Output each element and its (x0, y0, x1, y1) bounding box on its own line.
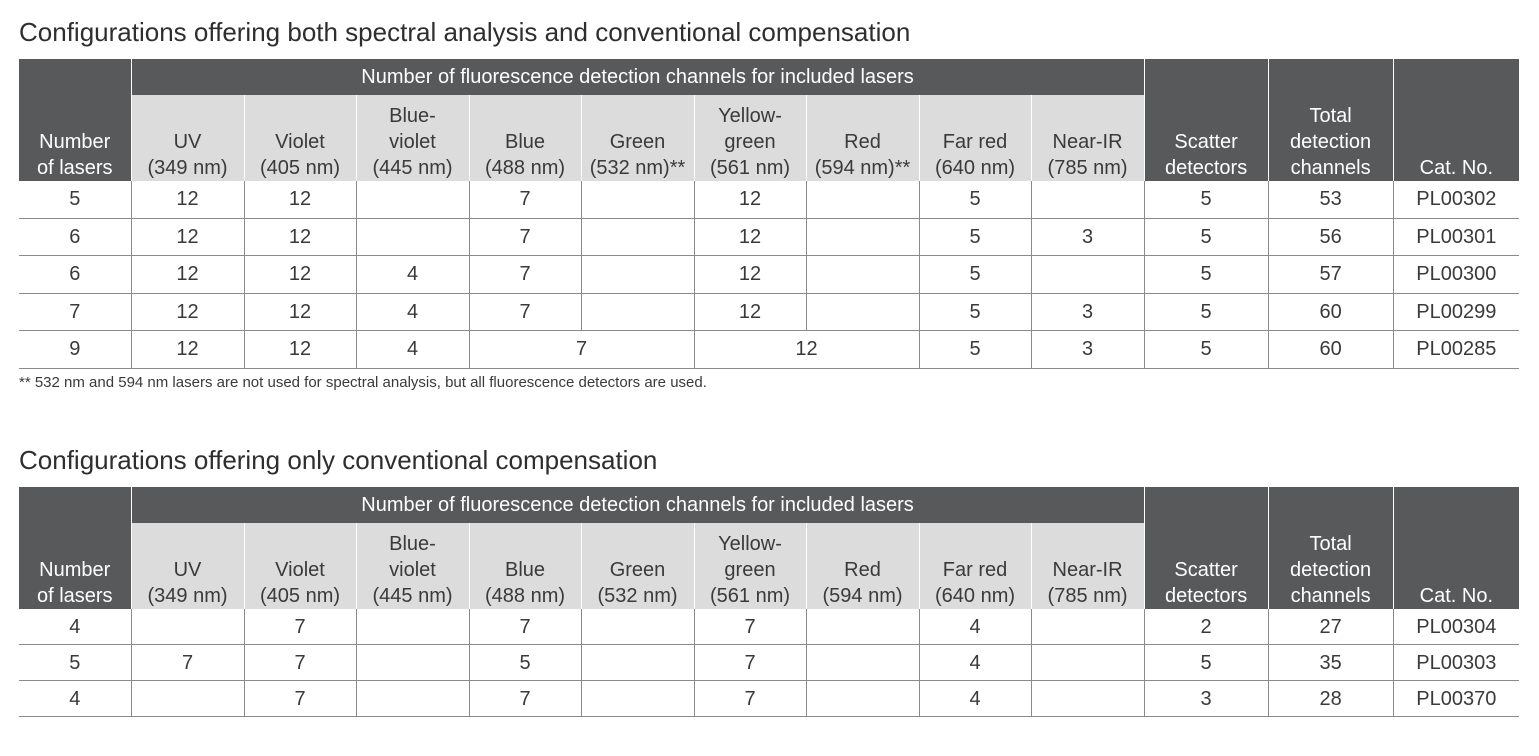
cell-violet: 12 (244, 181, 356, 218)
cell-cat-no: PL00301 (1393, 218, 1519, 256)
col-header-uv (131, 523, 244, 609)
header-text-line: (532 nm) (597, 585, 678, 607)
table-row (19, 681, 1519, 717)
cell-total-detection-channels: 28 (1268, 681, 1393, 717)
header-text-line: Blue (504, 559, 546, 581)
cell-number-of-lasers: 7 (19, 293, 131, 331)
header-text-line: UV (173, 131, 202, 153)
header-text-line: Number (39, 559, 111, 581)
cell-blue: 7 (469, 218, 581, 256)
cell-number-of-lasers: 9 (19, 331, 131, 369)
cell-scatter-detectors: 3 (1144, 681, 1268, 717)
cell-scatter-detectors: 5 (1144, 256, 1268, 294)
col-header-green (581, 523, 694, 609)
cell-green (581, 218, 694, 256)
header-text-line: Yellow- (718, 533, 782, 555)
cell-red (806, 218, 919, 256)
col-header-blue (469, 95, 581, 181)
col-header-scatter-detectors (1144, 487, 1268, 609)
cell-near-ir: 3 (1031, 293, 1144, 331)
header-text-line: Scatter (1174, 131, 1238, 153)
header-text-line: (561 nm) (709, 585, 791, 607)
cell-yellow-green: 12 (694, 181, 806, 218)
cell-violet: 7 (244, 645, 356, 681)
col-header-uv (131, 95, 244, 181)
cell-green (581, 256, 694, 294)
cell-uv: 12 (131, 293, 244, 331)
cell-total-detection-channels: 53 (1268, 181, 1393, 218)
cell-uv: 7 (131, 645, 244, 681)
cell-violet: 7 (244, 609, 356, 645)
cell-blue-violet (356, 681, 469, 717)
cell-blue: 7 (469, 293, 581, 331)
cell-uv (131, 681, 244, 717)
cell-violet: 7 (244, 681, 356, 717)
header-text-line: green (724, 559, 776, 581)
header-text-line: (405 nm) (259, 585, 341, 607)
header-text-line: violet (389, 559, 436, 581)
cell-far-red: 4 (919, 609, 1031, 645)
cell-near-ir (1031, 681, 1144, 717)
col-header-total-detection-channels (1268, 487, 1393, 609)
header-text-line: of lasers (36, 585, 113, 607)
col-header-near-ir (1031, 95, 1144, 181)
cell-green (581, 645, 694, 681)
header-text-line: Far red (942, 131, 1008, 153)
header-text-line: channels (1290, 585, 1371, 607)
cell-number-of-lasers: 4 (19, 609, 131, 645)
header-text-line: (349 nm) (147, 585, 228, 607)
cell-cat-no: PL00303 (1393, 645, 1519, 681)
header-text-line: (445 nm) (372, 157, 453, 179)
cell-blue: 7 (469, 256, 581, 294)
col-header-red (806, 95, 919, 181)
header-row-group (19, 59, 1519, 95)
header-text-line: Blue- (389, 533, 436, 555)
header-text-line: detectors (1164, 157, 1248, 179)
cell-yellow-green: 7 (694, 681, 806, 717)
cell-blue: 7 (469, 609, 581, 645)
cell-cat-no: PL00300 (1393, 256, 1519, 294)
header-text-line: Blue (504, 131, 546, 153)
header-text-line: (488 nm) (484, 157, 566, 179)
col-header-cat-no (1393, 487, 1519, 609)
section-title-conventional: Configurations offering only conventional compensation (19, 445, 658, 475)
col-header-red (806, 523, 919, 609)
header-text-line: (532 nm)** (589, 157, 686, 179)
header-text-line: Near-IR (1052, 131, 1123, 153)
cell-scatter-detectors: 5 (1144, 331, 1268, 369)
cell-green (581, 681, 694, 717)
cell-blue-violet (356, 645, 469, 681)
cell-far-red: 4 (919, 681, 1031, 717)
header-text-line: detection (1290, 559, 1372, 581)
cell-uv (131, 609, 244, 645)
cell-near-ir (1031, 609, 1144, 645)
cell-scatter-detectors: 5 (1144, 293, 1268, 331)
cell-blue-violet: 4 (356, 256, 469, 294)
cell-yellow-green: 7 (694, 645, 806, 681)
cell-total-detection-channels: 35 (1268, 645, 1393, 681)
cell-yellow-green: 12 (694, 218, 806, 256)
header-text-line: Green (609, 559, 666, 581)
header-text-line: Near-IR (1052, 559, 1123, 581)
cell-green (581, 609, 694, 645)
header-text-line: Scatter (1174, 559, 1238, 581)
header-text-line: (640 nm) (934, 585, 1016, 607)
table-row (19, 256, 1519, 294)
cell-far-red: 5 (919, 256, 1031, 294)
table-row (19, 181, 1519, 218)
cell-far-red: 5 (919, 331, 1031, 369)
cell-blue-violet: 4 (356, 331, 469, 369)
cell-number-of-lasers: 4 (19, 681, 131, 717)
cell-violet: 12 (244, 218, 356, 256)
cell-near-ir: 3 (1031, 218, 1144, 256)
cell-uv: 12 (131, 218, 244, 256)
cell-total-detection-channels: 57 (1268, 256, 1393, 294)
cell-number-of-lasers: 5 (19, 645, 131, 681)
cell-blue: 7 (469, 681, 581, 717)
col-header-cat-no (1393, 59, 1519, 181)
cell-cat-no: PL00285 (1393, 331, 1519, 369)
header-text-line: (640 nm) (934, 157, 1016, 179)
header-text-line: detectors (1164, 585, 1248, 607)
cell-blue-violet (356, 609, 469, 645)
col-header-near-ir (1031, 523, 1144, 609)
cell-number-of-lasers: 6 (19, 218, 131, 256)
header-text-line: channels (1290, 157, 1371, 179)
cell-scatter-detectors: 5 (1144, 218, 1268, 256)
cell-red (806, 256, 919, 294)
header-text-line: Violet (275, 559, 325, 581)
cell-red (806, 609, 919, 645)
group-header-fluorescence-channels: Number of fluorescence detection channels for included lasers (131, 59, 1144, 95)
header-text-line: of lasers (36, 157, 113, 179)
cell-cat-no: PL00299 (1393, 293, 1519, 331)
header-text-line: Total (1309, 533, 1352, 555)
cell-green (581, 293, 694, 331)
table-row (19, 609, 1519, 645)
cell-near-ir (1031, 181, 1144, 218)
header-text-line: (488 nm) (484, 585, 566, 607)
header-text-line: (785 nm) (1047, 585, 1128, 607)
col-header-blue-violet (356, 95, 469, 181)
cell-yellow-green-red: 12 (694, 331, 919, 369)
col-header-number-of-lasers (19, 59, 131, 181)
col-header-green (581, 95, 694, 181)
cell-violet: 12 (244, 293, 356, 331)
cell-scatter-detectors: 2 (1144, 609, 1268, 645)
cell-red (806, 293, 919, 331)
cell-red (806, 181, 919, 218)
cell-far-red: 5 (919, 181, 1031, 218)
cell-yellow-green: 7 (694, 609, 806, 645)
cell-blue: 7 (469, 181, 581, 218)
cell-far-red: 5 (919, 218, 1031, 256)
header-text-line: UV (173, 559, 202, 581)
header-text-line: (594 nm) (822, 585, 903, 607)
header-text-line: Cat. No. (1419, 585, 1494, 607)
header-text-line: Red (844, 559, 881, 581)
header-text-line: (785 nm) (1047, 157, 1128, 179)
header-text-line: Red (844, 131, 881, 153)
header-text-line: (349 nm) (147, 157, 228, 179)
cell-far-red: 4 (919, 645, 1031, 681)
cell-near-ir (1031, 256, 1144, 294)
table-row (19, 331, 1519, 369)
header-text-line: Cat. No. (1419, 157, 1494, 179)
footnote: ** 532 nm and 594 nm lasers are not used for spectral analysis, but all fluorescence detectors are used. (19, 374, 707, 391)
header-text-line: (594 nm)** (814, 157, 911, 179)
cell-uv: 12 (131, 181, 244, 218)
cell-scatter-detectors: 5 (1144, 645, 1268, 681)
cell-number-of-lasers: 6 (19, 256, 131, 294)
cell-near-ir (1031, 645, 1144, 681)
cell-cat-no: PL00304 (1393, 609, 1519, 645)
table-row (19, 645, 1519, 681)
cell-scatter-detectors: 5 (1144, 181, 1268, 218)
header-text-line: green (724, 131, 776, 153)
col-header-yellow-green (694, 95, 806, 181)
col-header-yellow-green (694, 523, 806, 609)
section-title-spectral: Configurations offering both spectral analysis and conventional compensation (19, 17, 911, 47)
header-text-line: (561 nm) (709, 157, 791, 179)
cell-blue-violet (356, 181, 469, 218)
cell-red (806, 645, 919, 681)
col-header-blue (469, 523, 581, 609)
cell-green (581, 181, 694, 218)
table-row (19, 218, 1519, 256)
header-text-line: detection (1290, 131, 1372, 153)
cell-uv: 12 (131, 256, 244, 294)
cell-violet: 12 (244, 256, 356, 294)
cell-total-detection-channels: 56 (1268, 218, 1393, 256)
group-header-fluorescence-channels: Number of fluorescence detection channels for included lasers (131, 487, 1144, 523)
table-row (19, 293, 1519, 331)
header-text-line: Violet (275, 131, 325, 153)
cell-cat-no: PL00302 (1393, 181, 1519, 218)
header-text-line: Yellow- (718, 105, 782, 127)
header-text-line: Number (39, 131, 111, 153)
col-header-violet (244, 523, 356, 609)
cell-blue: 5 (469, 645, 581, 681)
cell-near-ir: 3 (1031, 331, 1144, 369)
col-header-scatter-detectors (1144, 59, 1268, 181)
header-text-line: Blue- (389, 105, 436, 127)
col-header-number-of-lasers (19, 487, 131, 609)
cell-cat-no: PL00370 (1393, 681, 1519, 717)
conventional-config-table (19, 487, 1519, 717)
header-text-line: Far red (942, 559, 1008, 581)
spectral-config-table (19, 59, 1519, 369)
header-row-group (19, 487, 1519, 523)
col-header-violet (244, 95, 356, 181)
header-text-line: Total (1309, 105, 1352, 127)
cell-yellow-green: 12 (694, 293, 806, 331)
col-header-far-red (919, 95, 1031, 181)
header-text-line: Green (609, 131, 666, 153)
header-text-line: (445 nm) (372, 585, 453, 607)
col-header-total-detection-channels (1268, 59, 1393, 181)
cell-total-detection-channels: 60 (1268, 331, 1393, 369)
cell-blue-green: 7 (469, 331, 694, 369)
cell-total-detection-channels: 27 (1268, 609, 1393, 645)
header-text-line: (405 nm) (259, 157, 341, 179)
cell-blue-violet: 4 (356, 293, 469, 331)
cell-far-red: 5 (919, 293, 1031, 331)
cell-uv: 12 (131, 331, 244, 369)
cell-violet: 12 (244, 331, 356, 369)
col-header-blue-violet (356, 523, 469, 609)
cell-number-of-lasers: 5 (19, 181, 131, 218)
header-text-line: violet (389, 131, 436, 153)
cell-total-detection-channels: 60 (1268, 293, 1393, 331)
cell-yellow-green: 12 (694, 256, 806, 294)
col-header-far-red (919, 523, 1031, 609)
cell-red (806, 681, 919, 717)
cell-blue-violet (356, 218, 469, 256)
